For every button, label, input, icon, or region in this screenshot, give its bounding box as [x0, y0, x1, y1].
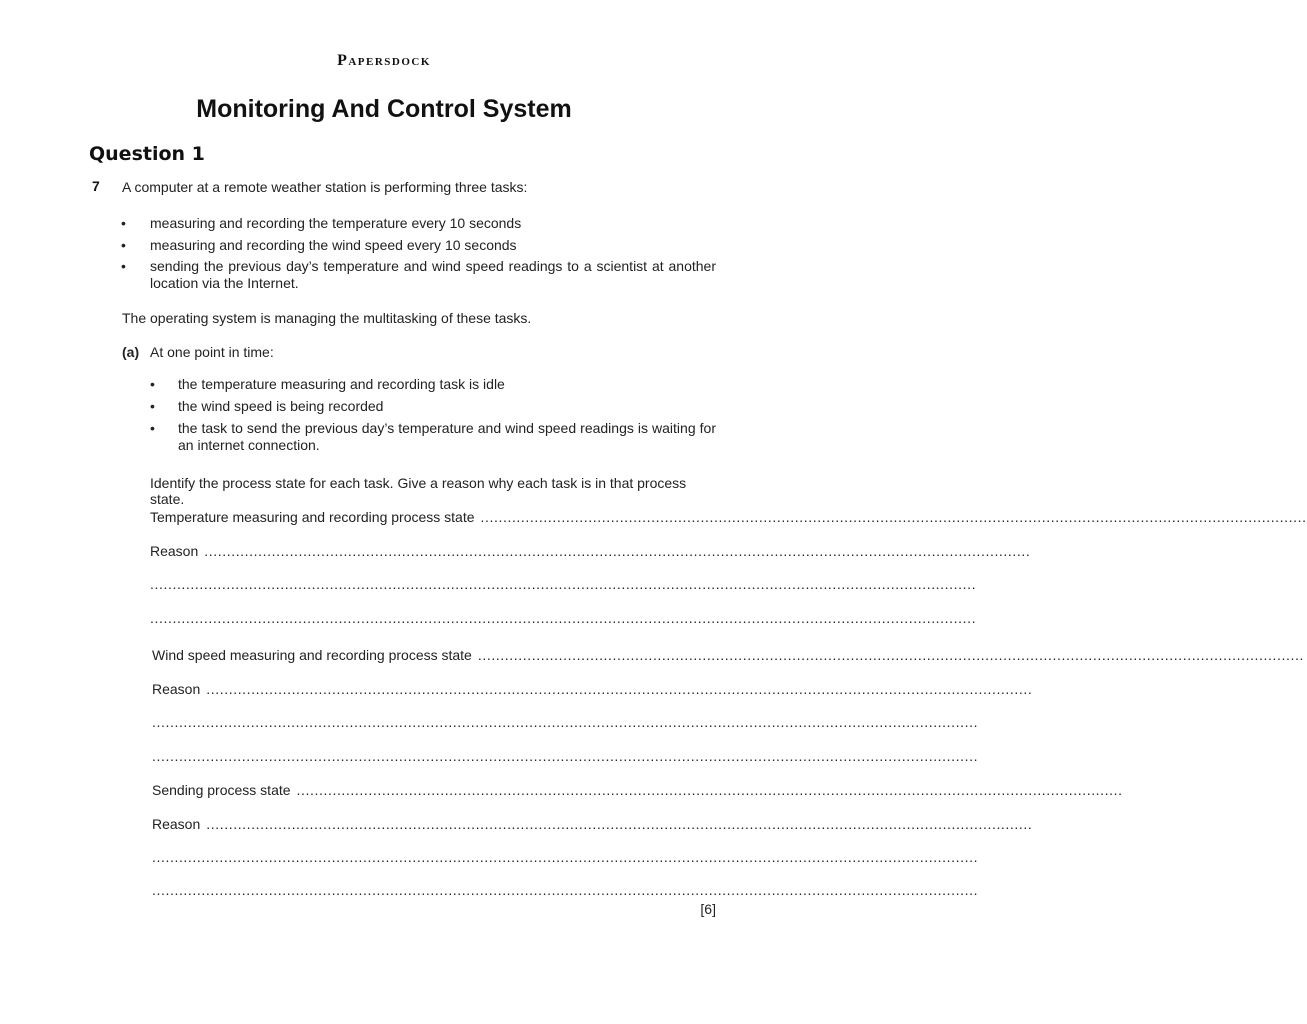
reason-label: Reason — [150, 543, 199, 559]
state-item: the task to send the previous day’s temperature and wind speed readings is waiting for — [178, 420, 716, 436]
send-reason-field[interactable] — [152, 816, 1033, 834]
answer-line[interactable]: ........................................................................................................................................................................................ — [152, 882, 979, 898]
answer-line[interactable]: ........................................................................................................................................................................................ — [150, 610, 977, 626]
answer-dots: ........................................................................................................................................................................................ — [480, 509, 1307, 525]
answer-line[interactable]: ........................................................................................................................................................................................ — [152, 849, 979, 865]
part-prompt: At one point in time: — [150, 344, 274, 360]
state-item-continuation: an internet connection. — [178, 437, 320, 453]
task-item-continuation: location via the Internet. — [150, 275, 299, 291]
task-item: sending the previous day’s temperature and wind speed readings to a scientist at another — [150, 258, 716, 274]
instruction-text: Identify the process state for each task. Give a reason why each task is in that process state. — [150, 475, 687, 507]
temp-state-field[interactable] — [150, 509, 1307, 527]
bullet-marker: • — [121, 258, 126, 274]
answer-line[interactable]: ........................................................................................................................................................................................ — [150, 576, 977, 592]
temp-reason-field[interactable] — [150, 543, 1031, 561]
part-label: (a) — [122, 344, 140, 360]
send-state-label: Sending process state — [152, 782, 291, 798]
answer-dots: ........................................................................................................................................................................................ — [204, 543, 1031, 559]
reason-label: Reason — [152, 816, 201, 832]
answer-dots: ........................................................................................................................................................................................ — [206, 816, 1033, 832]
send-state-field[interactable] — [152, 782, 1123, 800]
question-intro: A computer at a remote weather station is performing three tasks: — [122, 179, 528, 195]
bullet-marker: • — [121, 237, 126, 253]
temp-state-label: Temperature measuring and recording process state — [150, 509, 475, 525]
wind-state-field[interactable] — [152, 647, 1304, 665]
marks-label: [6] — [700, 901, 716, 917]
question-heading: Question 1 — [89, 143, 205, 165]
wind-state-label: Wind speed measuring and recording process state — [152, 647, 472, 663]
page-title: Monitoring And Control System — [196, 95, 572, 123]
task-item: measuring and recording the wind speed every 10 seconds — [150, 237, 517, 253]
bullet-marker: • — [150, 420, 155, 436]
state-item: the wind speed is being recorded — [178, 398, 384, 414]
answer-line[interactable]: ........................................................................................................................................................................................ — [152, 748, 979, 764]
question-number: 7 — [92, 178, 100, 194]
task-item: measuring and recording the temperature every 10 seconds — [150, 215, 522, 231]
brand-header: Papersdock — [337, 52, 431, 69]
bullet-marker: • — [121, 215, 126, 231]
wind-reason-field[interactable] — [152, 681, 1033, 699]
bullet-marker: • — [150, 398, 155, 414]
bullet-marker: • — [150, 376, 155, 392]
answer-dots: ........................................................................................................................................................................................ — [206, 681, 1033, 697]
answer-line[interactable]: ........................................................................................................................................................................................ — [152, 714, 979, 730]
answer-dots: ........................................................................................................................................................................................ — [296, 782, 1123, 798]
answer-dots: ........................................................................................................................................................................................ — [477, 647, 1304, 663]
os-statement: The operating system is managing the multitasking of these tasks. — [122, 310, 532, 326]
state-item: the temperature measuring and recording task is idle — [178, 376, 505, 392]
reason-label: Reason — [152, 681, 201, 697]
